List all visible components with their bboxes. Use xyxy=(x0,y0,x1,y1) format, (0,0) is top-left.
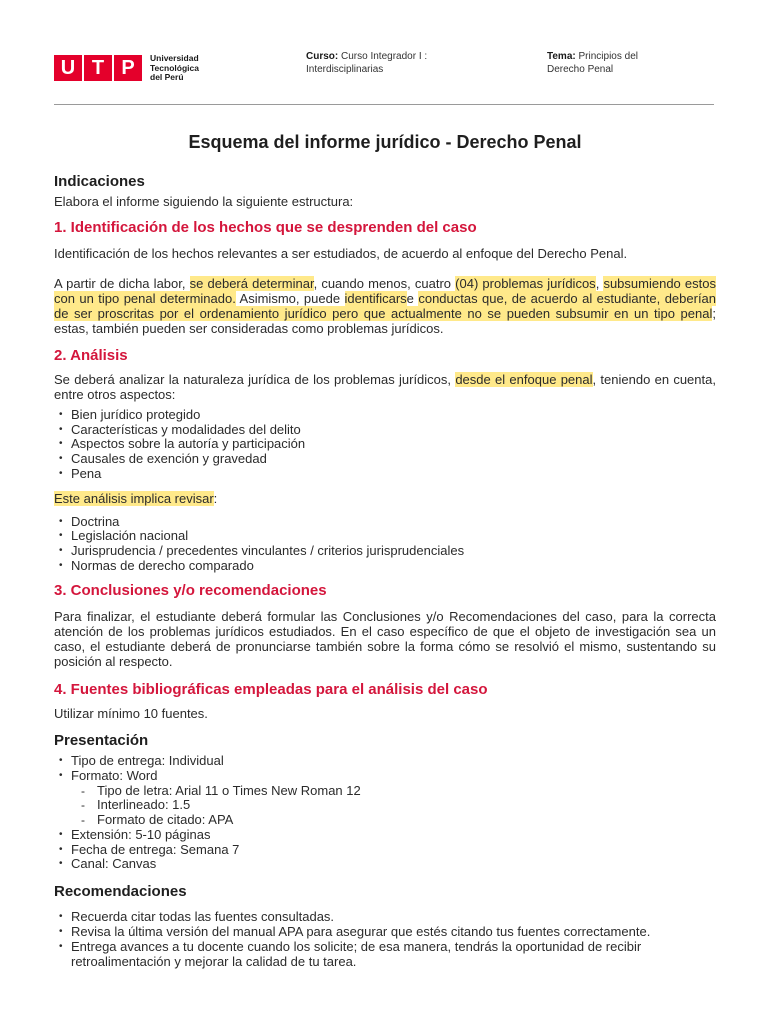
topic-label: Tema: xyxy=(547,51,576,62)
formato-sublist xyxy=(71,784,716,828)
list-item: • Pena xyxy=(59,465,102,481)
recomendaciones-heading: Recomendaciones xyxy=(54,882,187,900)
list-item: • Entrega avances a tu docente cuando los solicite; de esa manera, tendrás la oportunidad de recibir retroalimentación y mejorar la calidad de tu tarea. xyxy=(59,938,642,969)
topic-info xyxy=(547,50,677,76)
list-item: • Jurisprudencia / precedentes vinculantes / criterios jurisprudenciales xyxy=(59,542,465,558)
list-item: • Fecha de entrega: Semana 7 xyxy=(59,841,240,857)
section4-paragraph: Utilizar mínimo 10 fuentes. xyxy=(54,706,208,722)
list-item: • Legislación nacional xyxy=(59,528,189,544)
list-item: • Aspectos sobre la autoría y participación xyxy=(59,436,306,452)
list-item: - Tipo de letra: Arial 11 o Times New Roman 12 xyxy=(81,782,361,798)
course-label: Curso: xyxy=(306,51,339,62)
list-item: • Normas de derecho comparado xyxy=(59,557,254,573)
logo-letter-p: P xyxy=(114,55,142,81)
list-item: • Características y modalidades del delito xyxy=(59,421,301,437)
list-item: • Causales de exención y gravedad xyxy=(59,451,267,467)
list-item: • Recuerda citar todas las fuentes consultadas. xyxy=(59,908,335,924)
section2-paragraph-1: Se deberá analizar la naturaleza jurídica de los problemas jurídicos, desde el enfoque penal, teniendo en cuenta, entre otros aspectos: xyxy=(54,372,716,402)
list-item: • Revisa la última versión del manual APA para asegurar que estés citando tus fuentes correctamente. xyxy=(59,923,651,939)
list-item: • Bien jurídico protegido xyxy=(59,407,201,422)
list-item: • Formato: Word - Tipo de letra: Arial 11 o Times New Roman 12 - Interlineado: 1.5 - Formato de citado: APA xyxy=(54,769,716,828)
course-info xyxy=(306,50,466,76)
topic-value: Principios del Derecho Penal xyxy=(547,51,638,75)
list-item: • Extensión: 5-10 páginas xyxy=(59,826,211,842)
logo-letter-t: T xyxy=(84,55,112,81)
header-divider xyxy=(54,104,714,105)
highlight-conductas: conductas que, de acuerdo al estudiante, deberían de ser proscritas por el ordenamiento jurídico pero que actualmente no se pueden subsumir en un tipo penal xyxy=(54,291,717,321)
section4-heading: 4. Fuentes bibliográficas empleadas para el análisis del caso xyxy=(54,681,488,699)
section1-heading: 1. Identificación de los hechos que se desprenden del caso xyxy=(54,219,477,236)
list-item: • Tipo de entrega: Individual xyxy=(59,753,224,769)
utp-logo xyxy=(54,54,199,83)
logo-letter-u: U xyxy=(54,55,82,81)
list-item: • Canal: Canvas xyxy=(59,856,157,872)
review-label: Este análisis implica revisar: xyxy=(54,490,218,506)
highlight-enfoque-penal: desde el enfoque penal xyxy=(455,372,593,387)
section2-heading: 2. Análisis xyxy=(54,347,128,364)
highlight-problemas: (04) problemas jurídicos xyxy=(455,276,596,291)
section3-heading: 3. Conclusiones y/o recomendaciones xyxy=(54,582,327,600)
highlight-identificar: identificars xyxy=(344,291,407,306)
list-item: • Doctrina xyxy=(59,513,120,529)
indicaciones-text: Elabora el informe siguiendo la siguiente estructura: xyxy=(54,194,354,209)
recomendaciones-list xyxy=(54,909,716,969)
logo-university-name: Universidad Tecnológica del Perú xyxy=(150,53,199,82)
course-value: Curso Integrador I : Interdisciplinarias xyxy=(306,51,428,75)
presentacion-list xyxy=(54,754,716,872)
list-item: - Formato de citado: APA xyxy=(81,812,234,828)
presentacion-heading: Presentación xyxy=(54,732,149,750)
aspects-list xyxy=(54,408,716,482)
section1-paragraph-2: A partir de dicha labor, se deberá determinar, cuando menos, cuatro (04) problemas jurídicos, subsumiendo estos con un tipo penal determinado. Asimismo, puede identificarse conductas que, de acuerdo al estudiante, deberían de ser proscritas por el ordenamiento jurídico pero que actualmente no se pueden subsumir en un tipo penal; estas, también pueden ser consideradas como problemas jurídicos. xyxy=(54,276,717,336)
sources-list xyxy=(54,515,716,574)
list-item: - Interlineado: 1.5 xyxy=(81,797,191,813)
highlight-subsumiendo: subsumiendo estos con un tipo penal determinado. xyxy=(54,276,716,306)
document-title: Esquema del informe jurídico - Derecho Penal xyxy=(188,132,582,152)
document-body xyxy=(54,132,716,969)
section1-paragraph-1: Identificación de los hechos relevantes a ser estudiados, de acuerdo al enfoque del Derecho Penal. xyxy=(54,246,628,261)
indicaciones-heading: Indicaciones xyxy=(54,173,145,190)
highlight-determinar: se deberá determinar xyxy=(189,276,314,291)
section3-paragraph: Para finalizar, el estudiante deberá formular las Conclusiones y/o Recomendaciones del caso, para la correcta atención de los problemas jurídicos estudiados. En el caso específico de que el objeto de investigación sea un caso, el estudiante deberá de pronunciarse también sobre la forma cómo se resolvió el mismo, sustentando su posición al respecto. xyxy=(54,609,716,670)
